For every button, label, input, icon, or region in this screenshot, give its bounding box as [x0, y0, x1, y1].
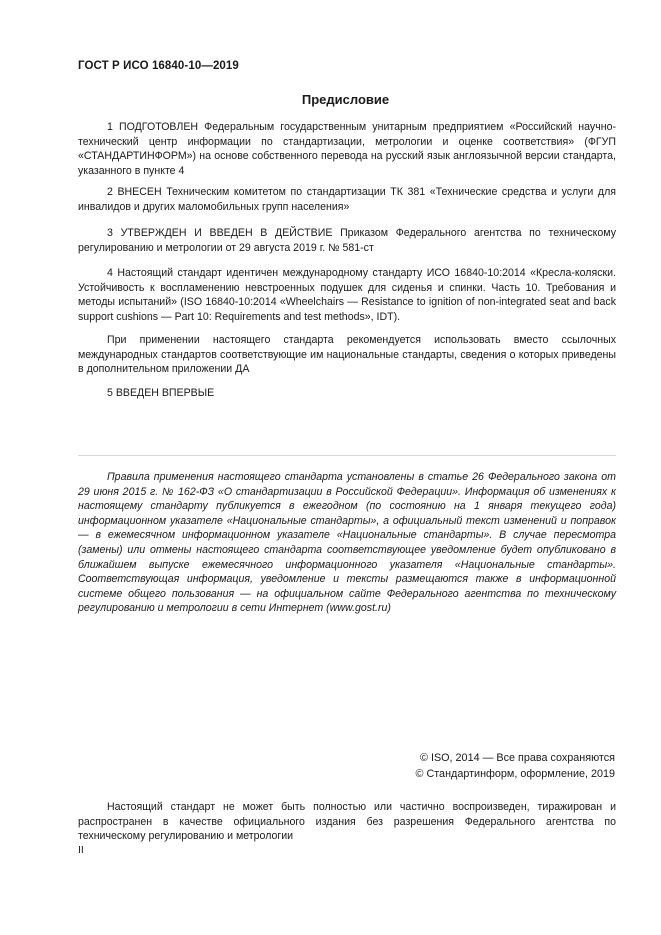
paragraph-prepared-by: 1 ПОДГОТОВЛЕН Федеральным государственным унитарным предприятием «Российский научно-технический центр информации по стандартизации, метрологии и оценке соответствия» (ФГУП «СТАНДАРТИНФОРМ») на основе собственного перевода на русский язык англоязычной версии стандарта, указанного в пункте 4: [78, 121, 616, 177]
document-code: ГОСТ Р ИСО 16840-10—2019: [78, 60, 239, 72]
paragraph-identical-standard: 4 Настоящий стандарт идентичен международному стандарту ИСО 16840-10:2014 «Кресла-коляски. Устойчивость к воспламенению невстроенных подушек для сиденья и спинки. Часть 10. Требования и методы испытаний» (ISO 16840-10:2014 «Wheelchairs — Resistance to ignition of non-integrated seat and back support cushions — Part 10: Requirements and test methods», IDT).: [78, 267, 616, 323]
copyright-standartinform: © Стандартинформ, оформление, 2019: [415, 768, 615, 780]
paragraph-introduced-by: 2 ВНЕСЕН Техническим комитетом по стандартизации ТК 381 «Технические средства и услуги для инвалидов и других маломобильных групп населения»: [78, 186, 616, 213]
reproduction-restriction-text: Настоящий стандарт не может быть полностью или частично воспроизведен, тиражирован и распространен в качестве официального издания без разрешения Федерального агентства по техническому регулированию и метрологии: [78, 801, 616, 843]
copyright-iso: © ISO, 2014 — Все права сохраняются: [420, 752, 615, 764]
paragraph-approved: 3 УТВЕРЖДЕН И ВВЕДЕН В ДЕЙСТВИЕ Приказом Федерального агентства по техническому регулированию и метрологии от 29 августа 2019 г. № 581-ст: [78, 227, 616, 254]
paragraph-reference-standards: При применении настоящего стандарта рекомендуется использовать вместо ссылочных международных стандартов соответствующие им национальные стандарты, сведения о которых приведены в дополнительном приложении ДА: [78, 334, 616, 376]
page-number: II: [78, 844, 84, 856]
paragraph-first-introduced: 5 ВВЕДЕН ВПЕРВЫЕ: [107, 387, 215, 399]
application-rules-notice: Правила применения настоящего стандарта установлены в статье 26 Федерального закона от 29 июня 2015 г. № 162-ФЗ «О стандартизации в Российской Федерации». Информация об изменениях к настоящему стандарту публикуется в ежегодном (по состоянию на 1 января текущего года) информационном указателе «Национальные стандарты», а официальный текст изменений и поправок — в ежемесячном информационном указателе «Национальные стандарты». В случае пересмотра (замены) или отмены настоящего стандарта соответствующее уведомление будет опубликовано в ближайшем выпуске ежемесячного информационного указателя «Национальные стандарты». Соответствующая информация, уведомление и тексты размещаются также в информационной системе общего пользования — на официальном сайте Федерального агентства по техническому регулированию и метрологии в сети Интернет (www.gost.ru): [78, 455, 616, 616]
section-title: Предисловие: [301, 92, 390, 107]
